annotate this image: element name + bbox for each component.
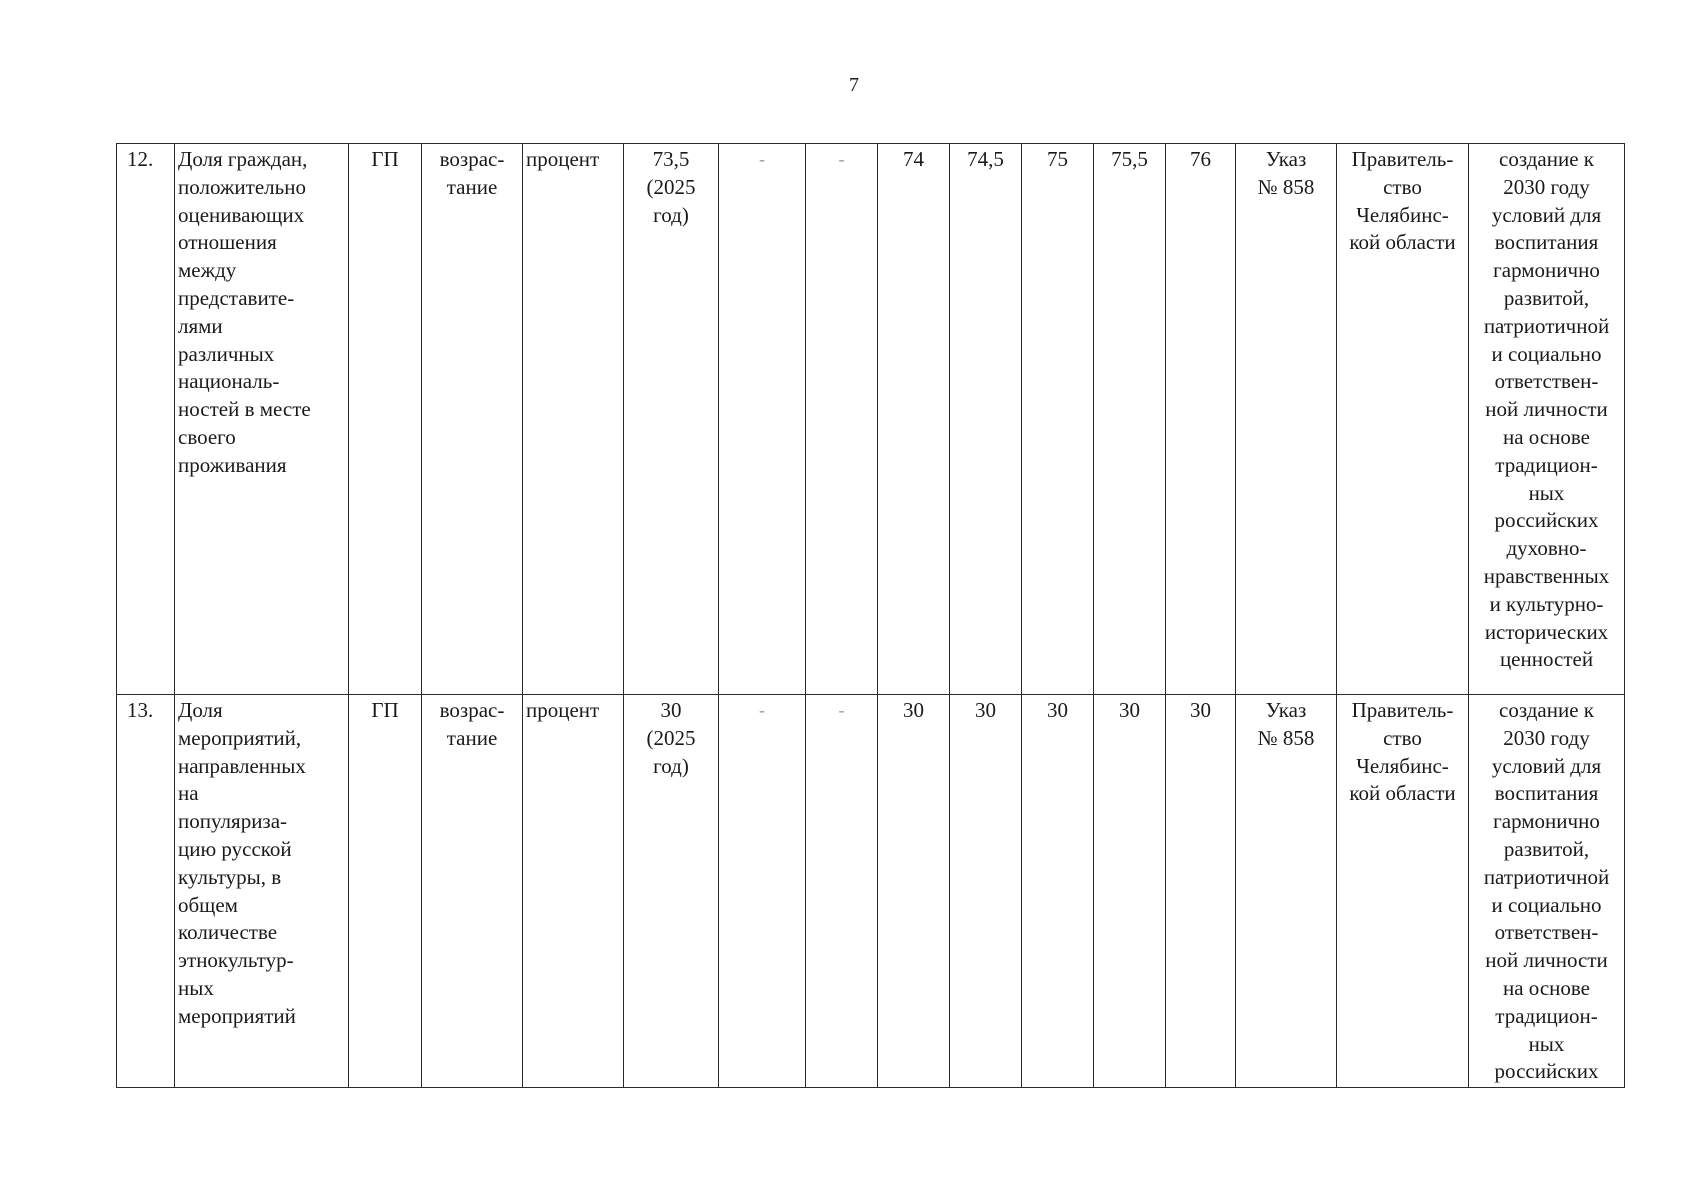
year-value-5: 30 <box>1166 695 1236 1088</box>
empty-value-1: - <box>719 144 806 695</box>
empty-value-1: - <box>719 695 806 1088</box>
national-goal: создание к 2030 году условий для воспитания гармонично развитой, патриотичной и социально ответствен- ной личности на основе традицион- ных российских <box>1469 695 1625 1088</box>
base-value: 73,5 (2025 год) <box>624 144 719 695</box>
indicator-level: ГП <box>349 144 422 695</box>
page-number: 7 <box>849 74 859 96</box>
year-value-3: 75 <box>1022 144 1094 695</box>
row-number: 13. <box>117 695 175 1088</box>
indicator-unit: процент <box>523 695 624 1088</box>
indicator-level: ГП <box>349 695 422 1088</box>
empty-value-2: - <box>806 695 878 1088</box>
empty-value-2: - <box>806 144 878 695</box>
indicator-unit: процент <box>523 144 624 695</box>
year-value-4: 30 <box>1094 695 1166 1088</box>
year-value-5: 76 <box>1166 144 1236 695</box>
source-document: Указ № 858 <box>1236 695 1337 1088</box>
year-value-2: 74,5 <box>950 144 1022 695</box>
table-row <box>117 695 1625 1088</box>
national-goal: создание к 2030 году условий для воспитания гармонично развитой, патриотичной и социально ответствен- ной личности на основе традицион- ных российских духовно- нравственных и культурно- исторических ценностей <box>1469 144 1625 695</box>
table-row <box>117 144 1625 695</box>
base-value: 30 (2025 год) <box>624 695 719 1088</box>
year-value-1: 30 <box>878 695 950 1088</box>
year-value-3: 30 <box>1022 695 1094 1088</box>
responsible-body: Правитель- ство Челябинс- кой области <box>1337 144 1469 695</box>
indicators-table <box>116 143 1625 1088</box>
indicator-name: Доля мероприятий, направленных на популяриза- цию русской культуры, в общем количестве этнокультур- ных мероприятий <box>175 695 349 1088</box>
indicator-trend: возрас- тание <box>422 144 523 695</box>
responsible-body: Правитель- ство Челябинс- кой области <box>1337 695 1469 1088</box>
row-number: 12. <box>117 144 175 695</box>
indicator-trend: возрас- тание <box>422 695 523 1088</box>
year-value-2: 30 <box>950 695 1022 1088</box>
year-value-1: 74 <box>878 144 950 695</box>
year-value-4: 75,5 <box>1094 144 1166 695</box>
indicator-name: Доля граждан, положительно оценивающих отношения между представите- лями различных националь- ностей в месте своего проживания <box>175 144 349 695</box>
source-document: Указ № 858 <box>1236 144 1337 695</box>
